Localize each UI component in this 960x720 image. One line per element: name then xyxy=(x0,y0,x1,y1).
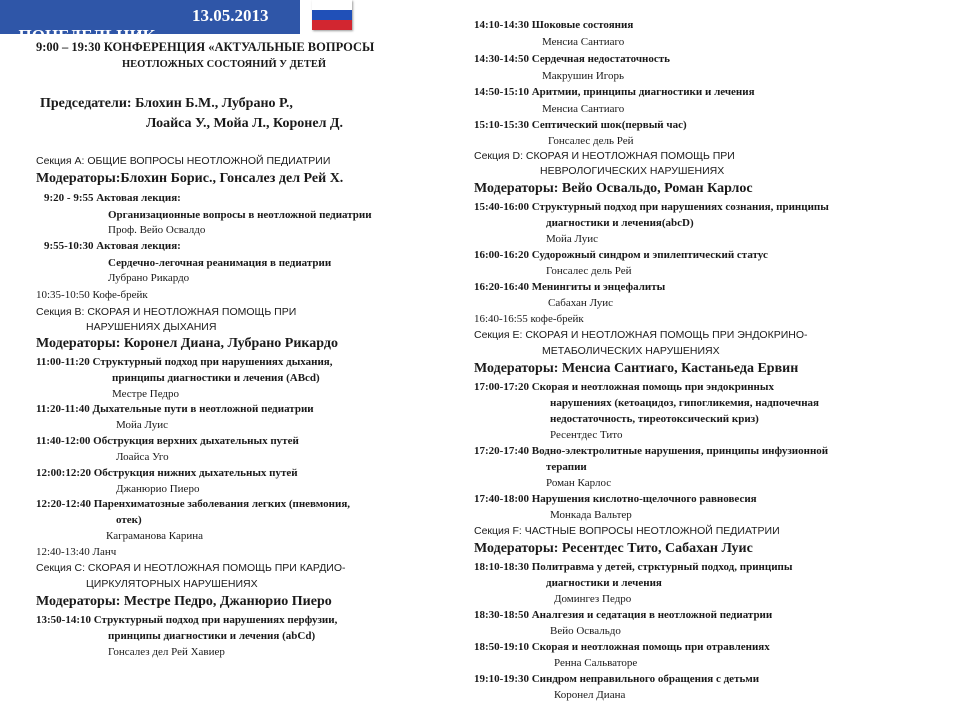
talk-title: 15:10-15:30 Септический шок(первый час) xyxy=(474,119,687,131)
talk-title-cont: диагностики и лечения xyxy=(546,577,662,589)
schedule-time: 9:55-10:30 Актовая лекция: xyxy=(44,240,181,252)
coffee-break: 16:40-16:55 кофе-брейк xyxy=(474,313,584,325)
section-a-moderators: Модераторы:Блохин Борис., Гонсалез дел Рей Х. xyxy=(36,171,344,186)
speaker: Мойа Луис xyxy=(116,419,168,431)
speaker: Ренна Сальваторе xyxy=(554,657,638,669)
speaker: Местре Педро xyxy=(112,388,180,400)
day-header xyxy=(0,0,300,45)
talk-title: 17:20-17:40 Водно-электролитные нарушения, принципы инфузионной xyxy=(474,445,829,457)
talk-title-cont: терапии xyxy=(546,461,587,473)
section-e-title-cont: МЕТАБОЛИЧЕСКИХ НАРУШЕНИЯХ xyxy=(542,345,720,357)
section-b-title-cont: НАРУШЕНИЯХ ДЫХАНИЯ xyxy=(86,321,217,333)
speaker: Менсиа Сантиаго xyxy=(542,36,625,48)
section-f-title: Секция F: ЧАСТНЫЕ ВОПРОСЫ НЕОТЛОЖНОЙ ПЕДИАТРИИ xyxy=(474,525,780,537)
speaker: Менсиа Сантиаго xyxy=(542,103,625,115)
speaker: Монкада Вальтер xyxy=(550,509,632,521)
speaker: Домингез Педро xyxy=(554,593,632,605)
talk-title: 11:40-12:00 Обструкция верхних дыхательных путей xyxy=(36,435,299,447)
chairs-line-cont: Лоайса У., Мойа Л., Коронел Д. xyxy=(146,116,344,131)
coffee-break: 10:35-10:50 Кофе-брейк xyxy=(36,289,148,301)
schedule-time: 9:20 - 9:55 Актовая лекция: xyxy=(44,192,181,204)
speaker: Сабахан Луис xyxy=(548,297,614,309)
speaker: Вейо Освальдо xyxy=(550,625,621,637)
section-d-title-cont: НЕВРОЛОГИЧЕСКИХ НАРУШЕНИЯХ xyxy=(540,165,725,177)
talk-title-cont: принципы диагностики и лечения (ABcd) xyxy=(112,372,320,384)
talk-title: 17:40-18:00 Нарушения кислотно-щелочного равновесия xyxy=(474,493,757,505)
speaker: Джанюрио Пиеро xyxy=(116,483,200,495)
talk-title: Организационные вопросы в неотложной педиатрии xyxy=(108,209,372,221)
talk-title-cont: отек) xyxy=(116,514,142,526)
talk-title-cont: недостаточность, тиреотоксический криз) xyxy=(550,413,759,425)
date-label: 13.05.2013 xyxy=(192,6,269,25)
section-d-moderators: Модераторы: Вейо Освальдо, Роман Карлос xyxy=(474,181,753,196)
lunch-break: 12:40-13:40 Ланч xyxy=(36,546,117,558)
talk-title: 11:20-11:40 Дыхательные пути в неотложной педиатрии xyxy=(36,403,314,415)
talk-title: 14:50-15:10 Аритмии, принципы диагностики и лечения xyxy=(474,86,755,98)
talk-title: 18:30-18:50 Аналгезия и седатация в неотложной педиатрии xyxy=(474,609,773,621)
section-b-moderators: Модераторы: Коронел Диана, Лубрано Рикардо xyxy=(36,336,338,351)
talk-title: 13:50-14:10 Структурный подход при нарушениях перфузии, xyxy=(36,614,338,626)
talk-title: 14:10-14:30 Шоковые состояния xyxy=(474,19,634,31)
talk-title: 12:20-12:40 Паренхиматозные заболевания легких (пневмония, xyxy=(36,498,351,510)
speaker: Коронел Диана xyxy=(554,689,626,701)
speaker: Макрушин Игорь xyxy=(542,70,625,82)
conference-title: 9:00 – 19:30 КОНФЕРЕНЦИЯ «АКТУАЛЬНЫЕ ВОПРОСЫ xyxy=(36,40,375,54)
talk-title: 19:10-19:30 Синдром неправильного обращения с детьми xyxy=(474,673,760,685)
talk-title: 18:50-19:10 Скорая и неотложная помощь при отравлениях xyxy=(474,641,770,653)
speaker: Роман Карлос xyxy=(546,477,612,489)
speaker: Гонсалес дель Рей xyxy=(548,135,634,147)
chairs-line: Председатели: Блохин Б.М., Лубрано Р., xyxy=(40,96,293,111)
section-f-moderators: Модераторы: Ресентдес Тито, Сабахан Луис xyxy=(474,541,753,556)
section-c-title-cont: ЦИРКУЛЯТОРНЫХ НАРУШЕНИЯХ xyxy=(86,578,258,590)
talk-title-cont: принципы диагностики и лечения (abCd) xyxy=(108,630,316,642)
speaker: Мойа Луис xyxy=(546,233,598,245)
talk-title: 16:00-16:20 Судорожный синдром и эпилептический статус xyxy=(474,249,768,261)
section-d-title: Секция D: СКОРАЯ И НЕОТЛОЖНАЯ ПОМОЩЬ ПРИ xyxy=(474,150,735,162)
speaker: Ресентдес Тито xyxy=(550,429,623,441)
speaker: Гонсалез дел Рей Хавиер xyxy=(108,646,225,658)
speaker: Гонсалес дель Рей xyxy=(546,265,632,277)
talk-title: 18:10-18:30 Политравма у детей, стрктурный подход, принципы xyxy=(474,561,793,573)
section-e-title: Секция E: СКОРАЯ И НЕОТЛОЖНАЯ ПОМОЩЬ ПРИ ЭНДОКРИНО- xyxy=(474,329,808,341)
talk-title-cont: диагностики и лечения(abcD) xyxy=(546,217,694,229)
section-a-title: Секция A: ОБЩИЕ ВОПРОСЫ НЕОТЛОЖНОЙ ПЕДИАТРИИ xyxy=(36,155,331,167)
talk-title-cont: нарушениях (кетоацидоз, гипогликемия, надпочечная xyxy=(550,397,819,409)
talk-title: 14:30-14:50 Сердечная недостаточность xyxy=(474,53,670,65)
speaker: Лубрано Рикардо xyxy=(108,272,190,284)
talk-title: 16:20-16:40 Менингиты и энцефалиты xyxy=(474,281,666,293)
speaker: Лоайса Уго xyxy=(116,451,169,463)
section-e-moderators: Модераторы: Менсиа Сантиаго, Кастаньеда Ервин xyxy=(474,361,799,376)
conference-title-cont: НЕОТЛОЖНЫХ СОСТОЯНИЙ У ДЕТЕЙ xyxy=(122,59,327,70)
speaker: Каграманова Карина xyxy=(106,530,204,542)
talk-title: 15:40-16:00 Структурный подход при нарушениях сознания, принципы xyxy=(474,201,829,213)
talk-title: 11:00-11:20 Структурный подход при нарушениях дыхания, xyxy=(36,356,333,368)
day-label: ПОНЕДЕЛЬНИК xyxy=(18,26,155,45)
section-c-title: Секция C: СКОРАЯ И НЕОТЛОЖНАЯ ПОМОЩЬ ПРИ КАРДИО- xyxy=(36,562,346,574)
russian-flag-icon xyxy=(312,0,352,30)
section-b-title: Секция B: СКОРАЯ И НЕОТЛОЖНАЯ ПОМОЩЬ ПРИ xyxy=(36,306,297,318)
talk-title: Сердечно-легочная реанимация в педиатрии xyxy=(108,257,332,269)
talk-title: 17:00-17:20 Скорая и неотложная помощь при эндокринных xyxy=(474,381,774,393)
speaker: Проф. Вейо Освалдо xyxy=(108,224,206,236)
section-c-moderators: Модераторы: Местре Педро, Джанюрио Пиеро xyxy=(36,594,332,609)
talk-title: 12:00:12:20 Обструкция нижних дыхательных путей xyxy=(36,467,298,479)
